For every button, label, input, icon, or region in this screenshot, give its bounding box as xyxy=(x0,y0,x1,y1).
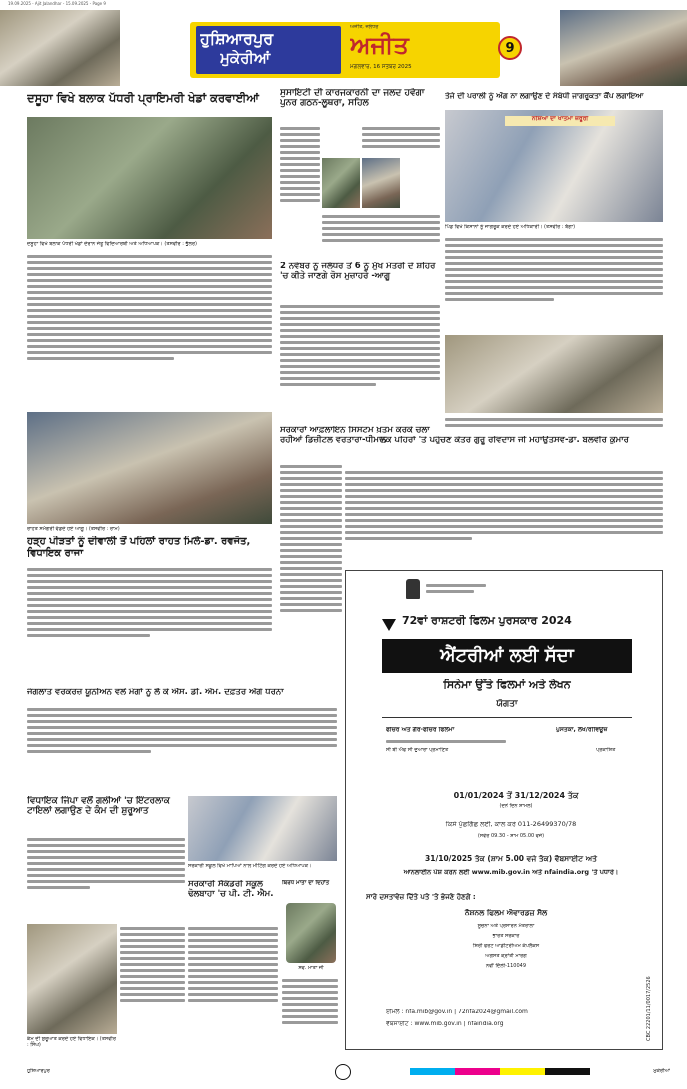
ad-addr-1: ਨੈਸ਼ਨਲ ਫਿਲਮ ਐਵਾਰਡਜ਼ ਸੈਲ xyxy=(464,909,548,917)
article-2-portrait-1 xyxy=(322,158,360,208)
print-meta: 19.09.2025 - Ajit Jalandhar - 15.09.2025 - Page 9 xyxy=(8,1,106,6)
article-9-body-2 xyxy=(120,924,185,1054)
film-awards-ad xyxy=(345,570,663,1050)
masthead-left-photo xyxy=(0,10,120,86)
ad-sub-1: ਸਿਨੇਮਾ ਉੱਤੇ ਫਿਲਮਾਂ ਅਤੇ ਲੇਖਨ xyxy=(443,679,571,691)
article-9-body xyxy=(27,835,185,921)
article-8-body xyxy=(27,705,337,783)
ad-divider xyxy=(382,717,632,718)
article-7-photo xyxy=(445,335,663,413)
ad-year-title: 72ਵਾਂ ਰਾਸ਼ਟਰੀ ਫਿਲਮ ਪੁਰਸਕਾਰ 2024 xyxy=(402,615,572,627)
article-6-body xyxy=(27,565,272,675)
article-1-photo xyxy=(27,117,272,239)
ad-cat-1-line xyxy=(386,737,506,745)
ad-period-sub: (ਦੋਨੋਂ ਦਿਨ ਸ਼ਾਮਲ) xyxy=(499,803,533,809)
article-10-photo xyxy=(188,796,337,861)
article-9-photo xyxy=(27,924,117,1034)
ad-web: ਵੈਬਸਾਈਟ : www.mib.gov.in | nfaindia.org xyxy=(386,1021,504,1027)
article-5-photo xyxy=(27,412,272,524)
article-11-photo xyxy=(286,903,336,963)
article-10-headline: ਸਰਕਾਰੀ ਸੈਕੰਡਰੀ ਸਕੂਲ ਢੋਲਬਾਹਾ 'ਚ ਪੀ. ਟੀ. ਐਮ. xyxy=(188,880,274,899)
ad-deadline: 31/10/2025 ਤੱਕ (ਸ਼ਾਮ 5.00 ਵਜੇ ਤੱਕ) ਵੈਬਸਾਈਟ ਅਤੇ xyxy=(425,855,597,863)
article-10-body xyxy=(188,924,278,1054)
article-4-body xyxy=(280,302,440,420)
article-1-headline: ਦਸੂਹਾ ਵਿਖੇ ਬਲਾਕ ਪੱਧਰੀ ਪ੍ਰਾਇਮਰੀ ਖੇਡਾਂ ਕਰਵਾਈਆਂ xyxy=(27,92,259,105)
ad-call-banner: ਐਂਟਰੀਆਂ ਲਈ ਸੱਦਾ xyxy=(382,639,632,673)
page-number-badge: 9 xyxy=(498,36,522,60)
ministry-logo xyxy=(426,581,486,597)
ad-cat-1-sub: ਸੀ ਬੀ ਐਫ ਸੀ ਦੁਆਰਾ ਪ੍ਰਮਾਣਿਤ xyxy=(386,747,449,753)
masthead-city-1: ਹੁਸ਼ਿਆਰਪੁਰ xyxy=(200,30,274,48)
ad-cat-1: ਫੀਚਰ ਅਤੇ ਗੈਰ-ਫੀਚਰ ਫਿਲਮਾਂ xyxy=(386,727,455,733)
registration-mark-icon xyxy=(335,1064,351,1080)
ad-phone: ਕਿਸੇ ਪੁੱਛਗਿੱਛ ਲਈ, ਕਾਲ ਕਰੋ 011-26499370/78 xyxy=(445,821,577,828)
article-9-headline: ਵਿਧਾਇਕ ਜਿੰਪਾ ਵਲੋਂ ਗਲੀਆਂ 'ਚ ਇੰਟਰਲਾਕ ਟਾਇਲਾਂ ਲਗਾਉਣ ਦੇ ਕੰਮ ਦੀ ਸ਼ੁਰੂਆਤ xyxy=(27,796,170,817)
masthead xyxy=(0,10,687,86)
article-7-body xyxy=(345,468,663,564)
article-3-banner: ਨਸ਼ਿਆਂ ਦਾ ਖਾਤਮਾ ਜ਼ਰੂਰੀ xyxy=(505,116,615,126)
article-8-headline: ਜੰਗਲਾਤ ਵਰਕਰਜ਼ ਯੂਨੀਅਨ ਵਲੋਂ ਮੰਗਾਂ ਨੂੰ ਲੈ ਕੇ ਐੱਸ. ਡੀ. ਐਮ. ਦਫ਼ਤਰ ਅੱਗੇ ਧਰਨਾ xyxy=(27,688,284,697)
ad-hours: (ਸਵੇਰ 09.30 - ਸ਼ਾਮ 05.00 ਵਜੇ) xyxy=(477,833,545,839)
article-11-caption: ਸਵ. ਮਾਤਾ ਜੀ xyxy=(298,965,324,971)
masthead-date: ਮੰਗਲਵਾਰ, 16 ਸਤੰਬਰ 2025 xyxy=(350,64,412,70)
masthead-right-photo xyxy=(560,10,687,86)
article-4-headline: 2 ਨਵੰਬਰ ਨੂੰ ਜਲੰਧਰ ਤੋਂ 6 ਨੂੰ ਮੁੱਖ ਮੰਤਰੀ ਦੇ ਸ਼ਹਿਰ 'ਚ ਕੀਤੇ ਜਾਣਗੇ ਰੋਸ ਮੁਜ਼ਾਹਰੇ -ਆਗੂ xyxy=(280,262,436,281)
article-9-caption: ਕੰਮ ਦੀ ਸ਼ੁਰੂਆਤ ਕਰਦੇ ਹੋਏ ਵਿਧਾਇਕ। (ਤਸਵੀਰ : ਸਿੰਘ) xyxy=(27,1036,116,1048)
ad-addr-2: ਸੂਚਨਾ ਅਤੇ ਪ੍ਰਸਾਰਨ ਮੰਤਰਾਲਾ xyxy=(477,923,535,929)
masthead-city-2: ਮੁਕੇਰੀਆਂ xyxy=(220,50,271,67)
article-3-photo xyxy=(445,110,663,222)
article-1-body xyxy=(27,252,272,408)
trophy-icon xyxy=(382,619,396,631)
ad-cat-2-sub: ਪ੍ਰਕਾਸ਼ਿਤ xyxy=(596,747,616,753)
article-10-caption: ਸਰਕਾਰੀ ਸਕੂਲ ਵਿਖੇ ਮਾਪਿਆਂ ਨਾਲ ਮੀਟਿੰਗ ਕਰਦੇ ਹੋਏ ਅਧਿਆਪਕ। xyxy=(188,863,312,869)
article-6-headline: ਹੜ੍ਹ ਪੀੜਤਾਂ ਨੂੰ ਦੀਵਾਲੀ ਤੋਂ ਪਹਿਲਾਂ ਰਾਹਤ ਮਿਲੇ-ਡਾ. ਰਵਜੋਤ, ਵਿਧਾਇਕ ਰਾਜਾ xyxy=(27,536,251,559)
article-1-caption: ਦਸੂਹਾ ਵਿਖੇ ਬਲਾਕ ਪੱਧਰੀ ਖੇਡਾਂ ਦੌਰਾਨ ਜੇਤੂ ਵਿਦਿਆਰਥੀ ਅਤੇ ਅਧਿਆਪਕ। (ਤਸਵੀਰ : ਭੁੱਲਰ) xyxy=(27,241,197,247)
masthead-banner xyxy=(190,22,500,78)
masthead-small-label: ਅਜੀਤ, ਜਲੰਧਰ xyxy=(350,24,379,30)
ad-period: 01/01/2024 ਤੋਂ 31/12/2024 ਤੱਕ xyxy=(453,791,579,800)
footer-left: ਹੁਸ਼ਿਆਰਪੁਰ xyxy=(27,1068,50,1074)
ad-send-note: ਸਾਰੇ ਦਸਤਾਵੇਜ਼ ਦਿੱਤੇ ਪਤੇ 'ਤੇ ਭੇਜਣੇ ਹੋਣਗੇ : xyxy=(366,893,476,901)
ad-addr-4: ਸ਼ਿਰੀ ਫੋਰਟ ਆਡੀਟੋਰੀਅਮ ਕੰਪਲੈਕਸ xyxy=(472,943,540,949)
article-3-headline: ਤੇਜੇ ਦੀ ਪਰਾਲੀ ਨੂੰ ਅੱਗ ਨਾ ਲਗਾਉਣ ਦੇ ਸੰਬੰਧੀ ਜਾਗਰੂਕਤਾ ਕੈਂਪ ਲਗਾਇਆ xyxy=(445,92,644,100)
ad-cat-2: ਪੁਸਤਕਾਂ, ਲੇਖ/ਰੀਵਿਊਜ਼ xyxy=(556,727,608,733)
ad-sub-2: ਯੋਗਤਾ xyxy=(496,699,518,709)
footer-right: ਮੁਕੇਰੀਆਂ xyxy=(653,1068,670,1074)
ad-code: CBC 22201/11/0017/2526 xyxy=(646,976,652,1041)
ad-online: ਆਨਲਾਈਨ ਪੇਸ਼ ਕਰਨ ਲਈ www.mib.gov.in ਅਤੇ nfaindia.org 'ਤੇ ਪਧਾਰੋ। xyxy=(403,869,619,876)
article-3-caption: ਪਿੰਡ ਵਿਖੇ ਕਿਸਾਨਾਂ ਨੂੰ ਜਾਗਰੂਕ ਕਰਦੇ ਹੋਏ ਅਧਿਕਾਰੀ। (ਤਸਵੀਰ : ਬੱਗਾ) xyxy=(445,224,576,230)
emblem-icon xyxy=(406,579,420,599)
article-3-body xyxy=(445,235,663,330)
article-7-caption-lines xyxy=(445,415,663,431)
article-2-body-3 xyxy=(322,212,440,254)
article-2-body xyxy=(280,124,320,254)
article-2-headline: ਸੁਸਾਇਟੀ ਦੀ ਕਾਰਜਕਾਰਨੀ ਦਾ ਜਲਦ ਹਵੇਗਾ ਪੁਨਰ ਗਠਨ-ਲੂਥਰਾ, ਸਹਿਲ xyxy=(280,88,425,109)
article-11-body xyxy=(282,976,338,1054)
article-5-caption: ਰਾਹਤ ਸਮੱਗਰੀ ਵੰਡਦੇ ਹੋਏ ਆਗੂ। (ਤਸਵੀਰ : ਰਾਮ) xyxy=(27,526,120,532)
ad-addr-5: ਅਗਸਤ ਕ੍ਰਾਂਤੀ ਮਾਰਗ xyxy=(485,953,527,959)
article-11-headline: ਬਿਰਧ ਮਾਤਾ ਦਾ ਦਿਹਾਂਤ xyxy=(282,880,330,886)
article-5-body xyxy=(280,462,342,682)
masthead-paper-name: ਅਜੀਤ xyxy=(350,32,409,59)
article-7-headline: ਲੋਕ ਪਹਿਰਾਂ 'ਤੇ ਪਹੁੰਚਣ ਕੌਤਰ ਗੁਰੂ ਰਵਿਦਾਸ ਜੀ ਮਹਾਉਤਸਵ-ਡਾ. ਬਲਵੀਰ ਕੁਮਾਰ xyxy=(380,436,629,445)
article-5-headline: ਸਰਕਾਰਾਂ ਆਫ਼ਲਾਇਨ ਸਿਸਟਮ ਖ਼ਤਮ ਕਰਕੇ ਚਲਾ ਰਹੀਆਂ ਡਿਜ਼ੀਟਲ ਵਰਤਾਰਾ-ਧੀਮਾਨ xyxy=(280,426,430,445)
footer-bar xyxy=(0,1058,687,1084)
color-swatch-strip xyxy=(410,1068,590,1075)
ad-addr-6: ਨਵੀਂ ਦਿੱਲੀ-110049 xyxy=(485,963,527,969)
ad-email: ਈਮੇਲ : nfa.mib@gov.in | 72nfa2024@gmail.com xyxy=(386,1009,528,1015)
ad-addr-3: ਭਾਰਤ ਸਰਕਾਰ xyxy=(492,933,520,939)
